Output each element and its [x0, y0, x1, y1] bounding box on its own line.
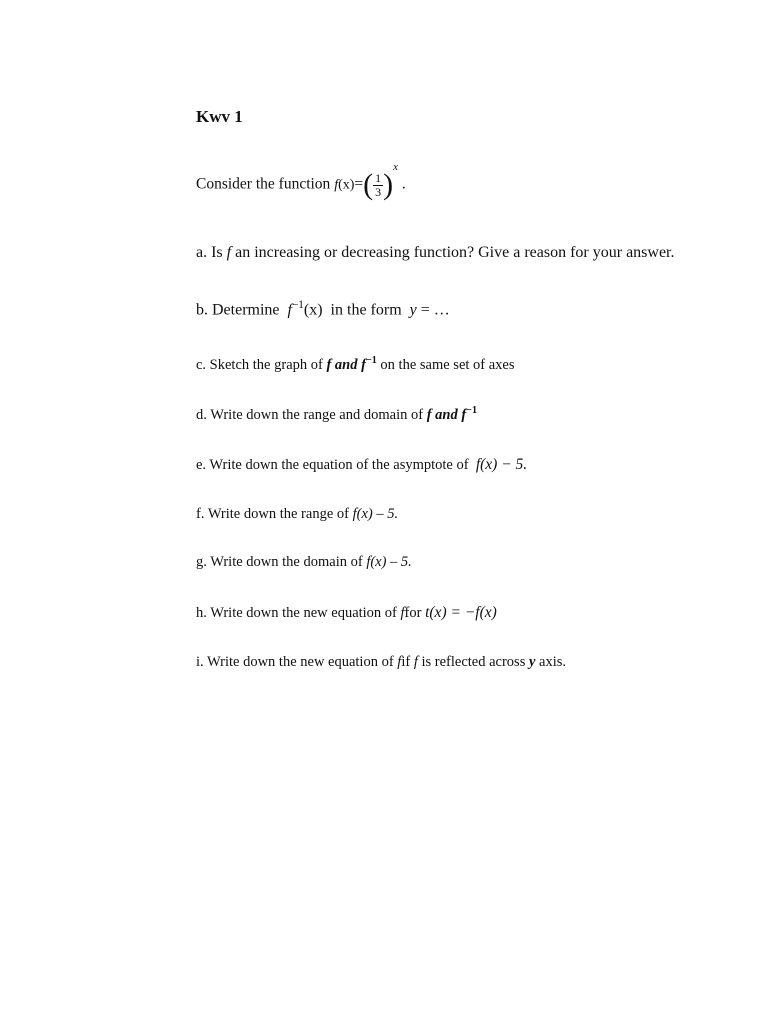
question-i-tail: axis. — [539, 654, 567, 670]
equals-sign: = — [354, 175, 364, 193]
question-e — [196, 457, 527, 473]
question-b-arg: (x) — [303, 301, 323, 319]
question-d-sup: −1 — [466, 405, 478, 416]
question-d-prefix: d. Write down the range and domain of — [196, 406, 424, 423]
question-h-mid: for — [404, 605, 422, 621]
intro-period: . — [401, 175, 406, 193]
worksheet-title: Kwv 1 — [196, 107, 243, 126]
question-b-sup: −1 — [291, 299, 304, 311]
question-c-sup: −1 — [365, 355, 377, 366]
question-e-expr: f(x) − 5. — [475, 456, 528, 473]
exponent: x — [393, 161, 398, 174]
right-paren: ) — [383, 168, 394, 201]
fraction — [373, 172, 383, 198]
question-i-middle: is reflected across — [421, 654, 526, 670]
function-name: f — [334, 177, 339, 193]
question-g-expr: f(x) – 5. — [366, 554, 412, 570]
question-c-prefix: c. Sketch the graph of — [196, 356, 323, 373]
question-i-mid: if — [401, 654, 411, 670]
question-b-tail: = … — [420, 301, 450, 319]
question-f-expr: f(x) – 5. — [352, 506, 399, 522]
question-c-text: on the same set of axes — [380, 356, 515, 373]
question-b-var: y — [409, 301, 417, 319]
question-b-symbol: f — [287, 301, 292, 319]
fraction-denominator: 3 — [375, 184, 382, 199]
question-a-text: an increasing or decreasing function? Give a reason for your answer. — [235, 244, 675, 261]
question-h — [196, 605, 497, 621]
question-d — [196, 406, 477, 422]
question-i-symbol-1: f — [397, 654, 402, 670]
question-a — [196, 245, 675, 261]
question-c — [196, 356, 515, 372]
question-a-symbol: f — [226, 244, 232, 261]
fraction-numerator: 1 — [375, 170, 382, 185]
question-c-expr: f and f — [326, 356, 366, 373]
question-i-axis-var: y — [528, 654, 536, 670]
question-e-prefix: e. Write down the equation of the asymptote of — [196, 457, 469, 473]
question-h-symbol: f — [400, 605, 405, 621]
function-definition — [196, 161, 406, 201]
question-f-prefix: f. Write down the range of — [196, 506, 349, 522]
question-a-prefix: a. Is — [196, 244, 223, 261]
question-d-expr: f and f — [426, 406, 467, 423]
question-i-prefix: i. Write down the new equation of — [196, 654, 394, 670]
left-paren: ( — [363, 168, 374, 201]
question-g-prefix: g. Write down the domain of — [196, 554, 363, 570]
question-h-expr: t(x) = −f(x) — [425, 604, 497, 621]
question-b-prefix: b. Determine — [196, 301, 280, 319]
question-h-prefix: h. Write down the new equation of — [196, 605, 397, 621]
question-f — [196, 507, 398, 522]
question-g — [196, 555, 412, 570]
question-b — [196, 300, 450, 318]
question-i-symbol-2: f — [413, 654, 418, 670]
question-i — [196, 655, 566, 670]
intro-text: Consider the function — [196, 175, 331, 193]
function-variable: (x) — [338, 177, 355, 193]
question-b-middle: in the form — [330, 301, 402, 319]
